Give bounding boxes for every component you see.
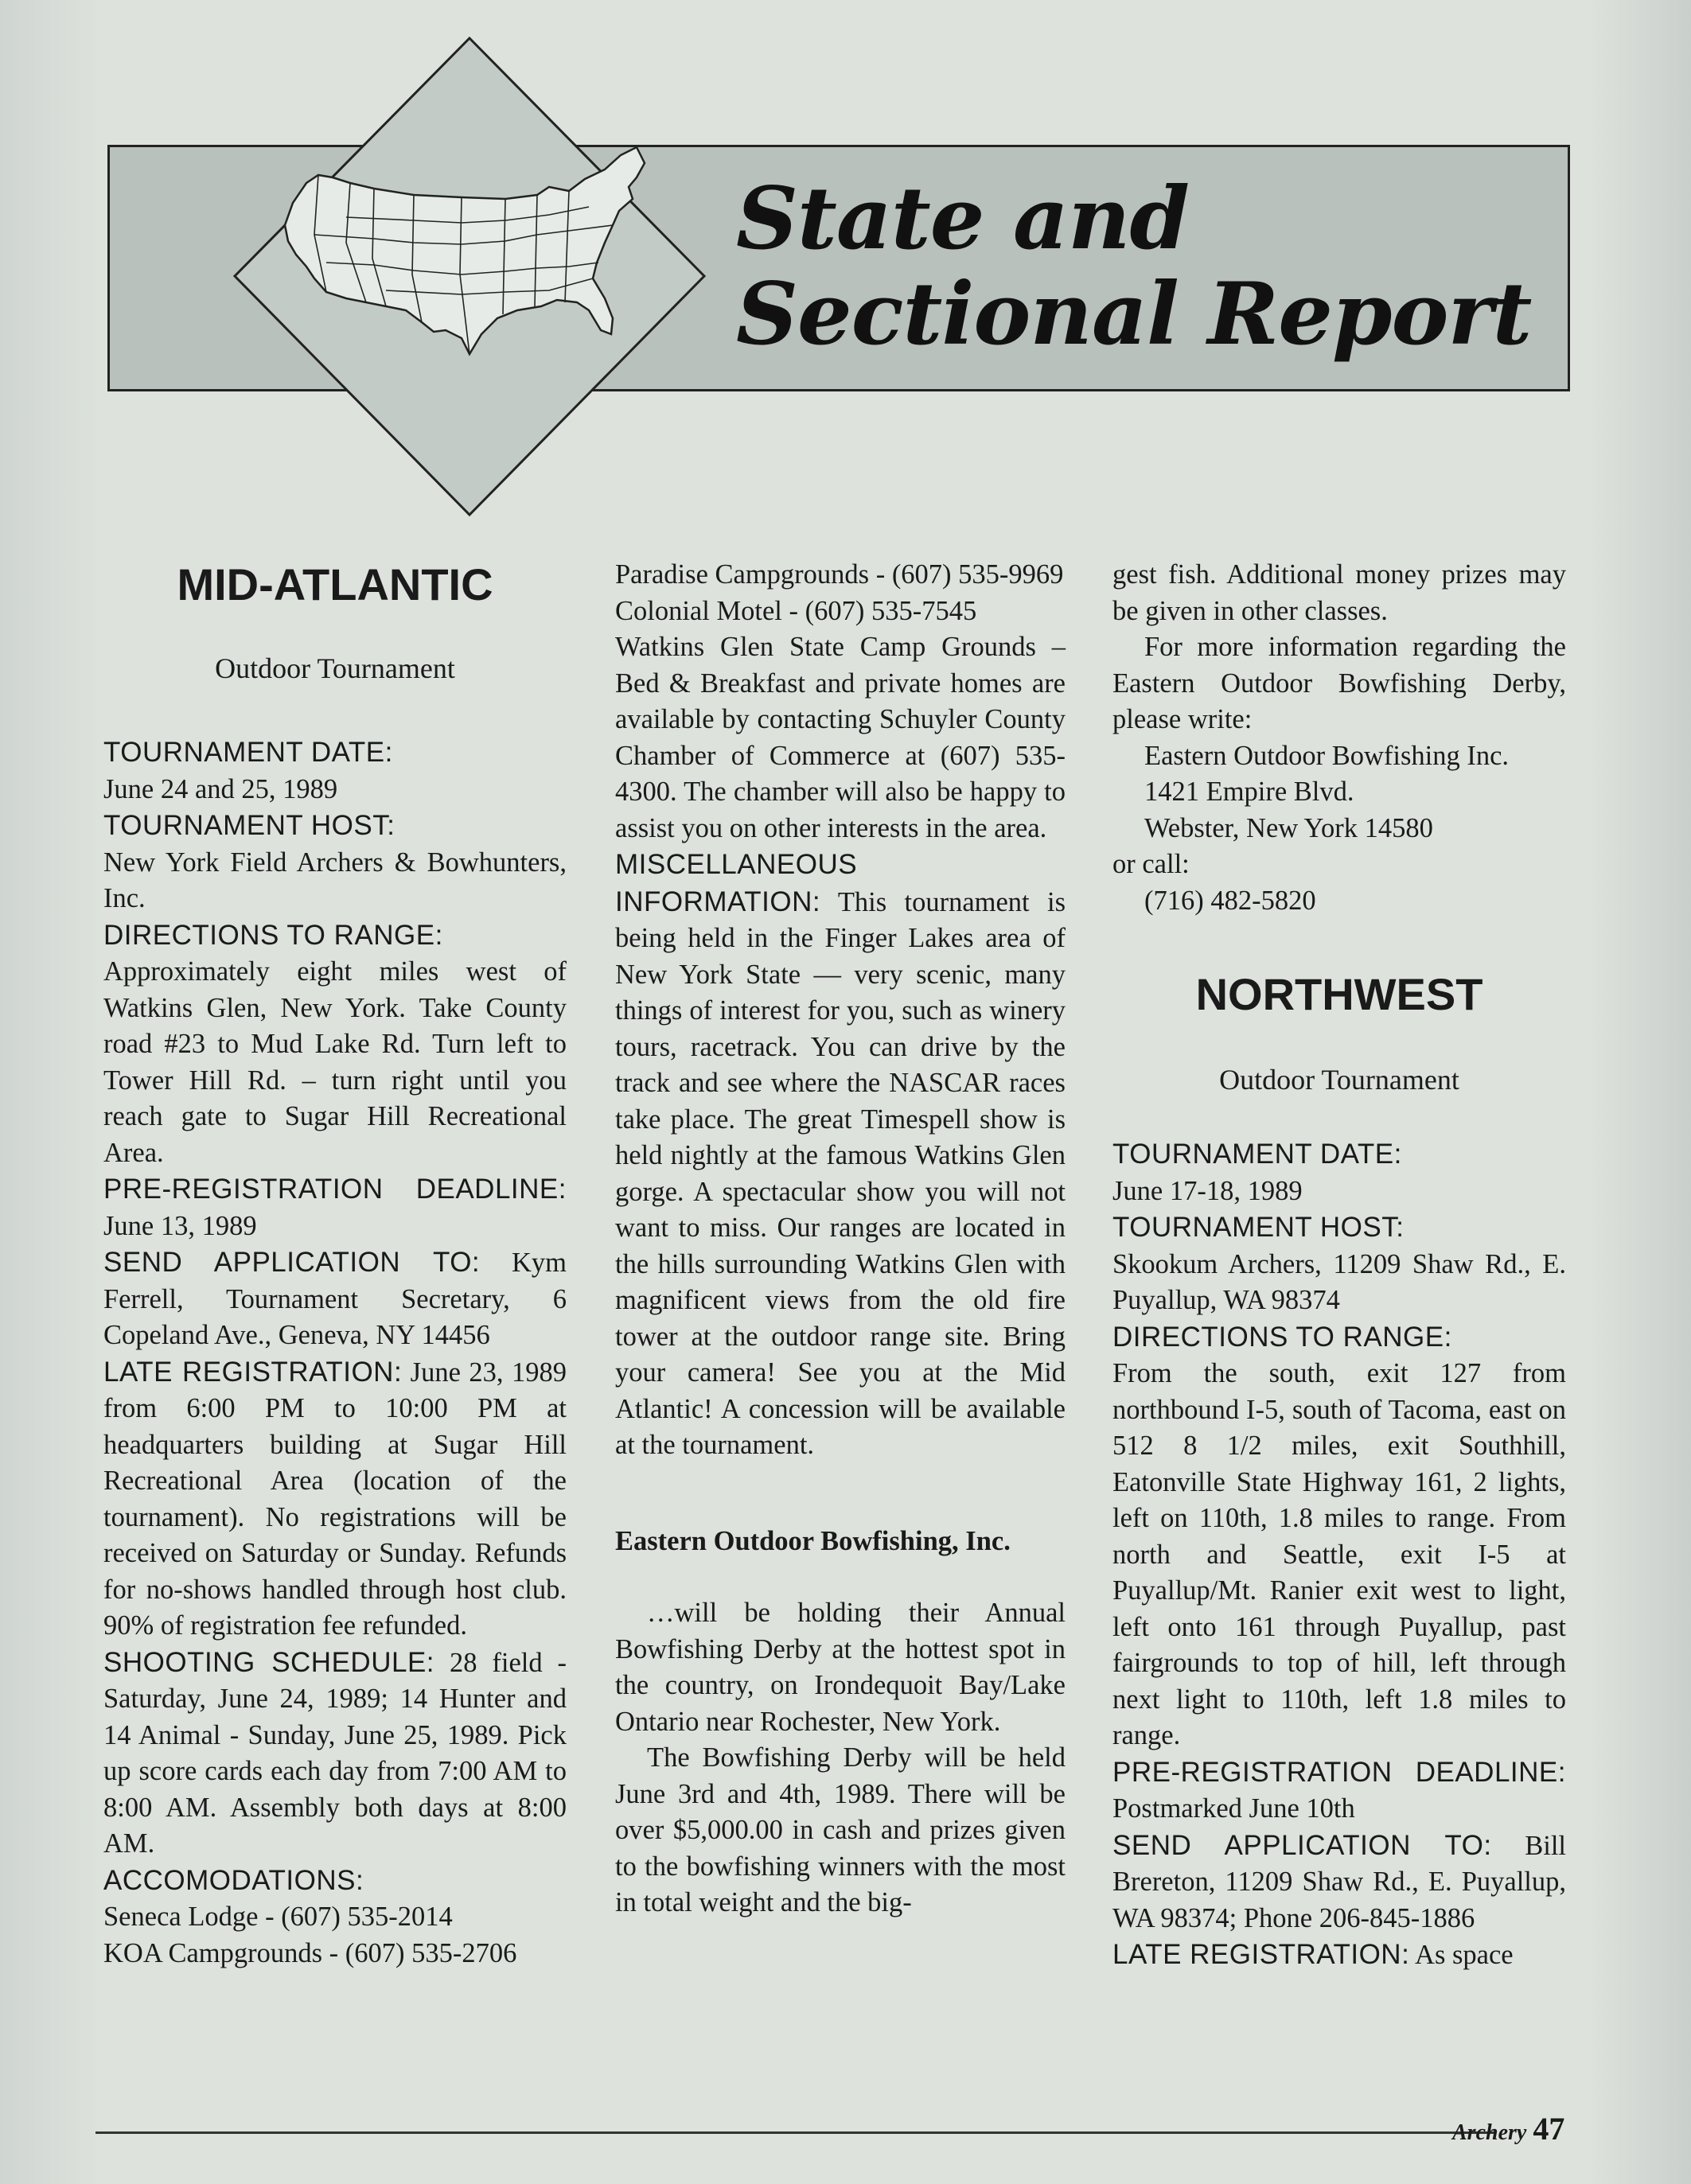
tournament-details: [1112, 1136, 1566, 1974]
address-line: Webster, New York 14580: [1144, 812, 1433, 843]
detail-value: As space: [1409, 1940, 1514, 1970]
detail-line: [1112, 1136, 1566, 1174]
detail-line: [103, 1645, 567, 1863]
detail-value: Skookum Archers, 11209 Shaw Rd., E. Puyallup, WA 98374: [1112, 1248, 1566, 1315]
detail-value: Postmarked June 10th: [1112, 1793, 1355, 1824]
address-line: Eastern Outdoor Bowfishing Inc.: [1144, 740, 1510, 771]
detail-label: TOURNAMENT DATE:: [1112, 1139, 1402, 1170]
detail-line: [615, 594, 1066, 630]
detail-label: TOURNAMENT DATE:: [103, 737, 393, 768]
detail-label: LATE REGISTRATION:: [103, 1356, 403, 1388]
detail-label: SEND APPLICATION TO:: [103, 1247, 481, 1278]
detail-line: [615, 847, 1066, 1464]
detail-value: Watkins Glen State Camp Grounds – Bed & Breakfast and private homes are available by contacting Schuyler County Chamber of Commerce at (607) 535-4300. The chamber will also be happy to assist you on other interests in the area.: [615, 632, 1066, 843]
detail-line: [1112, 1174, 1566, 1210]
detail-value: June 24 and 25, 1989: [103, 773, 338, 804]
column-3: [1112, 557, 1566, 1974]
detail-label: TOURNAMENT HOST:: [103, 810, 395, 841]
section-subtitle: Outdoor Tournament: [215, 652, 455, 684]
detail-value: New York Field Archers & Bowhunters, Inc.: [103, 847, 567, 913]
detail-value: KOA Campgrounds - (607) 535-2706: [103, 1937, 517, 1968]
section-subtitle: Outdoor Tournament: [1219, 1064, 1459, 1096]
detail-line: [103, 954, 567, 1171]
detail-line: [1112, 1209, 1566, 1247]
detail-value: June 23, 1989 from 6:00 PM to 10:00 PM at headquarters building at Sugar Hill Recreational Area (location of the tournament). No registrations will be received on Saturday or Sunday. Refunds for no-shows handled through host club. 90% of registration fee refunded.: [103, 1357, 567, 1641]
column-2: [615, 557, 1066, 1921]
section-heading-mid-atlantic: MID-ATLANTIC: [177, 559, 493, 609]
detail-label: PRE-REGISTRATION DEADLINE:: [1112, 1756, 1566, 1788]
detail-label: MISCELLANEOUS INFORMATION:: [615, 849, 858, 917]
detail-value: Seneca Lodge - (607) 535-2014: [103, 1902, 453, 1932]
bowfishing-heading: Eastern Outdoor Bowfishing, Inc.: [615, 1525, 1011, 1556]
detail-line: [1112, 1356, 1566, 1754]
detail-value: This tournament is being held in the Finger Lakes area of New York State — very scenic, many things of interest for you, such as winery tours, racetrack. You can drive by the track and see where the NASCAR races take place. The great Timespell show is held nightly at the famous Watkins Glen gorge. A spectacular show you will not want to miss. Our ranges are located in the hills surrounding Watkins Glen with magnificent views from the old fire tower at the outdoor range site. Bring your camera! See you at the Mid Atlantic! A concession will be available at the tournament.: [615, 886, 1066, 1460]
detail-line: [1112, 1754, 1566, 1828]
bowfishing-continued: gest fish. Additional money prizes may be given in other classes.: [1112, 559, 1566, 626]
tournament-details: [103, 734, 567, 1972]
detail-value: 28 field - Saturday, June 24, 1989; 14 Hunter and 14 Animal - Sunday, June 25, 1989. Pick up score cards each day from 7:00 AM to 8:00 AM. Assembly both days at 8:00 AM.: [103, 1647, 567, 1859]
detail-line: [103, 808, 567, 845]
detail-label: LATE REGISTRATION:: [1112, 1939, 1410, 1970]
detail-line: [1112, 1247, 1566, 1319]
detail-label: PRE-REGISTRATION DEADLINE:: [103, 1174, 567, 1205]
detail-line: [103, 1244, 567, 1354]
usa-map-icon: [231, 36, 708, 517]
bowfishing-info: For more information regarding the Eastern Outdoor Bowfishing Derby, please write:: [1112, 632, 1566, 734]
section-heading-northwest: NORTHWEST: [1195, 969, 1483, 1019]
title-line-1: State and: [736, 169, 1190, 269]
detail-value: Kym Ferrell, Tournament Secretary, 6 Copeland Ave., Geneva, NY 14456: [103, 1248, 567, 1350]
title-line-2: Sectional Report: [736, 264, 1532, 364]
detail-value: June 17-18, 1989: [1112, 1175, 1303, 1206]
detail-line: [103, 1354, 567, 1645]
magazine-name: Archery: [1452, 2120, 1527, 2145]
detail-value: Paradise Campgrounds - (607) 535-9969: [615, 559, 1064, 590]
detail-line: [103, 1936, 567, 1972]
detail-label: SHOOTING SCHEDULE:: [103, 1646, 435, 1678]
detail-line: [103, 734, 567, 772]
page-footer: [1452, 2110, 1564, 2147]
page-title: [736, 171, 1531, 362]
detail-line: [1112, 1319, 1566, 1357]
detail-label: DIRECTIONS TO RANGE:: [103, 919, 443, 951]
detail-line: [103, 772, 567, 808]
detail-line: [615, 557, 1066, 594]
footer-rule: [95, 2131, 1496, 2134]
detail-label: SEND APPLICATION TO:: [1112, 1829, 1492, 1861]
accommodation-details: [615, 557, 1066, 1464]
detail-line: [103, 845, 567, 917]
page-number: 47: [1533, 2111, 1565, 2147]
address-line: 1421 Empire Blvd.: [1144, 777, 1354, 807]
column-1: [103, 557, 567, 1972]
detail-line: [1112, 1937, 1566, 1974]
detail-line: [1112, 1828, 1566, 1937]
detail-value: Approximately eight miles west of Watkins Glen, New York. Take County road #23 to Mud Lake Rd. Turn left to Tower Hill Rd. – turn right until you reach gate to Sugar Hill Recreational Area.: [103, 956, 567, 1168]
detail-line: [615, 629, 1066, 847]
detail-value: From the south, exit 127 from northbound I-5, south of Tacoma, east on 512 8 1/2 miles, exit Southhill, Eatonville State Highway 161, 2 lights, left on 110th, 1.8 miles to range. From north and Seattle, exit I-5 at Puyallup/Mt. Ranier exit west to light, left onto 161 through Puyallup, past fairgrounds to top of hill, left through next light to 110th, left 1.8 miles to range.: [1112, 1358, 1566, 1750]
detail-label: TOURNAMENT HOST:: [1112, 1212, 1405, 1243]
bowfishing-paragraph-2: The Bowfishing Derby will be held June 3rd and 4th, 1989. There will be over $5,000.00 in cash and prizes given to the bowfishing winners with the most in total weight and the big-: [615, 1742, 1066, 1917]
detail-value: Colonial Motel - (607) 535-7545: [615, 595, 977, 626]
or-call-label: or call:: [1112, 849, 1190, 879]
detail-label: DIRECTIONS TO RANGE:: [1112, 1321, 1452, 1353]
phone-number: (716) 482-5820: [1144, 885, 1316, 916]
detail-label: ACCOMODATIONS:: [103, 1864, 364, 1896]
detail-value: Bill Brereton, 11209 Shaw Rd., E. Puyallup, WA 98374; Phone 206-845-1886: [1112, 1830, 1566, 1933]
bowfishing-paragraph-1: …will be holding their Annual Bowfishing Derby at the hottest spot in the country, on Irondequoit Bay/Lake Ontario near Rochester, New York.: [615, 1598, 1066, 1737]
detail-value: June 13, 1989: [103, 1210, 257, 1241]
detail-line: [103, 917, 567, 955]
detail-line: [103, 1899, 567, 1936]
detail-line: [103, 1863, 567, 1900]
detail-line: [103, 1171, 567, 1244]
